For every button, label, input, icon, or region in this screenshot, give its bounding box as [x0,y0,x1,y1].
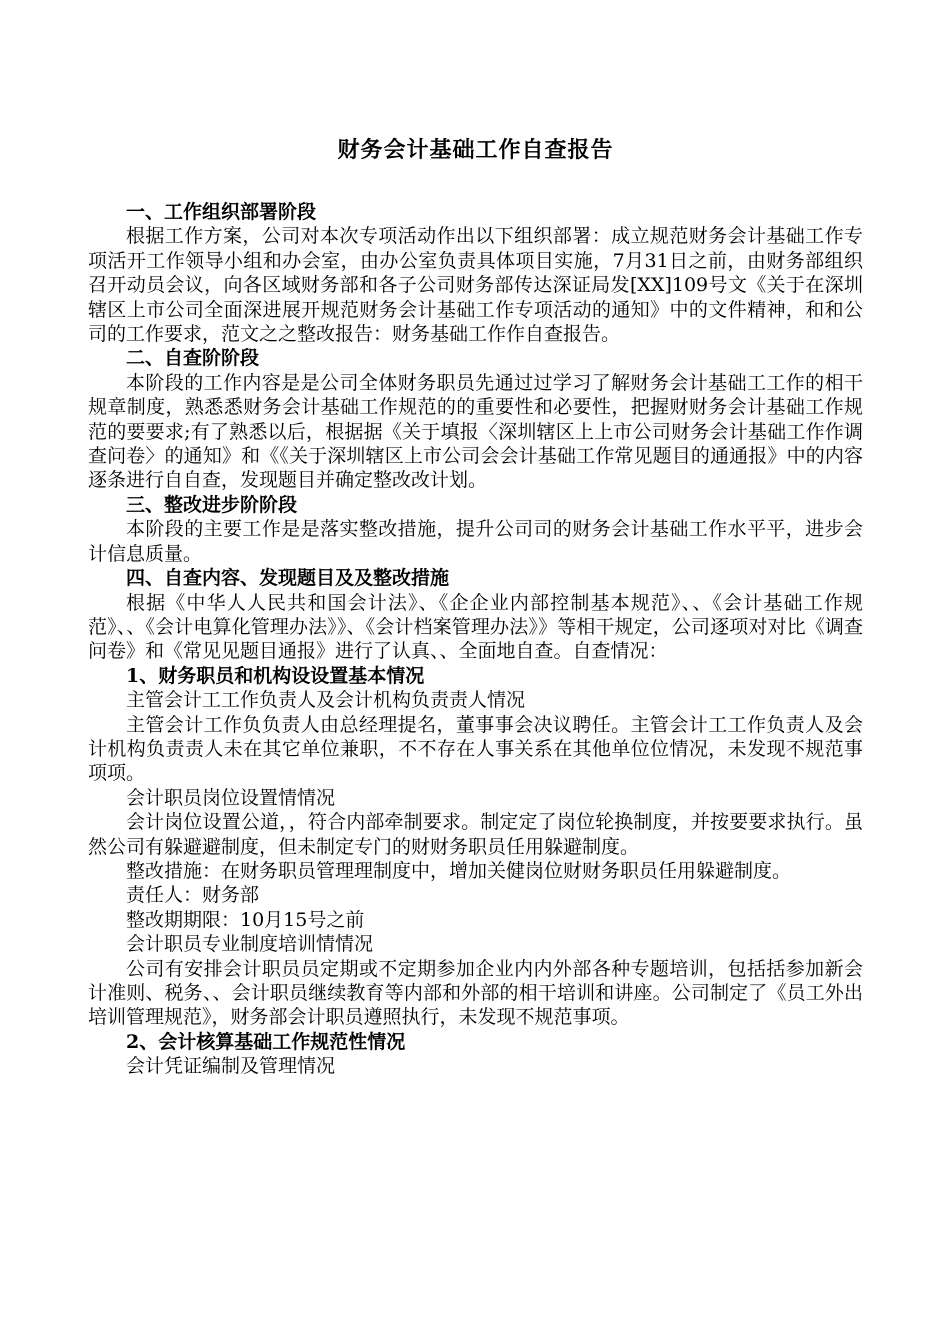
section-heading: 三、整改进步阶阶段 [126,493,298,516]
document-title: 财务会计基础工作自查报告 [337,137,614,163]
body-paragraph: 根据《中华人人民共和国会计法》、《企企业内部控制基本规范》、、《会计基础工作规范》、、《会计电算化管理办法》》、《会计档案管理办法》》等相干规定，公司逐项对对比《调查问卷》和《常见见题目通报》进行了认真、、全面地自查。自查情况： [88,591,863,663]
body-paragraph: 责任人：财务部 [126,884,260,907]
body-paragraph: 主管会计工工作负责人及会计机构负责责人情况 [126,689,526,712]
body-paragraph: 根据工作方案，公司对本次专项活动作出以下组织部署：成立规范财务会计基础工作专项活开工作领导小组和办会室，由办公室负责具体项目实施，7月31日之前，由财务部组织召开动员会议，向各区域财务部和各子公司财务部传达深证局发[XX]109号文《关于在深圳辖区上市公司全面深进展开规范财务会计基础工作专项活动的通知》中的文件精神，和和公司的工作要求，范文之之整改报告：财务基础工作作自查报告。 [88,225,863,346]
body-paragraph: 会计职员岗位设置情情况 [126,786,336,809]
body-paragraph: 整改期期限：10月15号之前 [126,908,365,931]
body-paragraph: 会计岗位设置公道，，符合内部牵制要求。制定定了岗位轮换制度，并按要要求执行。虽然公司有躲避避制度，但未制定专门的财财务职员任用躲避制度。 [88,811,863,858]
section-heading: 四、自查内容、发现题目及及整改措施 [126,567,450,590]
body-paragraph: 公司有安排会计职员员定期或不定期参加企业内内外部各种专题培训，包括括参加新会计准则、税务、、会计职员继续教育等内部和外部的相干培训和讲座。公司制定了《员工外出培训管理规范》，财务部会计职员遵照执行，未发现不规范事项。 [88,957,863,1029]
body-paragraph: 会计凭证编制及管理情况 [126,1055,336,1078]
body-paragraph: 本阶段的工作内容是是公司全体财务职员先通过过学习了解财务会计基础工工作的相干规章制度，熟悉悉财务会计基础工作规范的的重要性和必要性，把握财财务会计基础工作规范的要要求;有了熟悉以后，根据据《关于填报〈深圳辖区上上市公司财务会计基础工作作调查问卷〉的通知》和《《关于深圳辖区上市公司会会计基础工作常见题目的通通报》中的内容逐条进行自自查，发现题目并确定整改改计划。 [88,371,863,492]
body-paragraph: 整改措施：在财务职员管理理制度中，增加关健岗位财财务职员任用躲避制度。 [126,859,792,882]
body-paragraph: 主管会计工作负负责人由总经理提名，董事事会决议聘任。主管会计工工作负责人及会计机构负责责人未在其它单位兼职，不不存在人事关系在其他单位位情况，未发现不规范事项项。 [88,713,863,785]
section-heading: 2、会计核算基础工作规范性情况 [126,1030,406,1053]
body-paragraph: 本阶段的主要工作是是落实整改措施，提升公司司的财务会计基础工作水平平，进步会计信息质量。 [88,518,863,565]
section-heading: 一、工作组织部署阶段 [126,201,317,223]
document-page [88,130,863,1079]
body-paragraph: 会计职员专业制度培训情情况 [126,933,374,956]
section-heading: 二、自查阶阶段 [126,347,260,370]
section-heading: 1、财务职员和机构设设置基本情况 [126,664,425,687]
document-body [88,200,863,1079]
